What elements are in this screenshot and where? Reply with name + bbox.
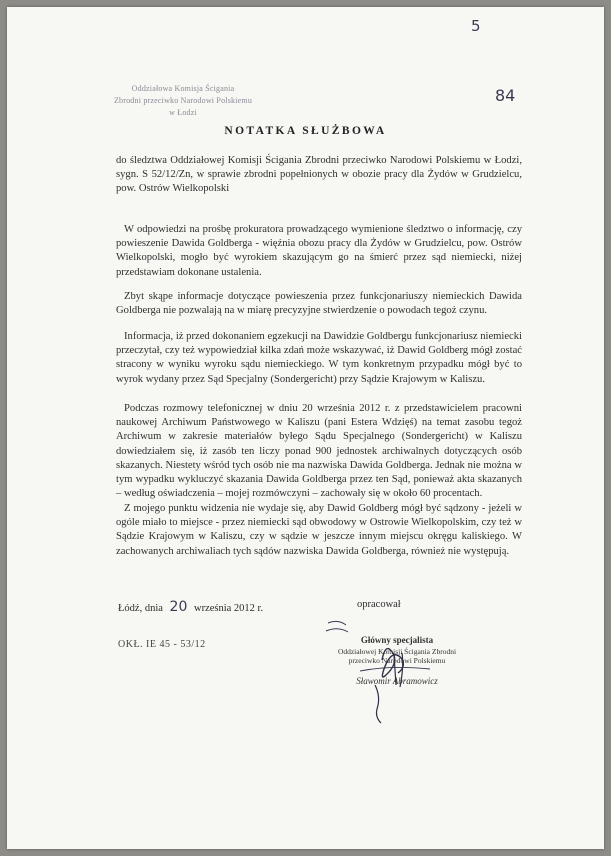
date-prefix: Łódź, dnia (118, 603, 163, 614)
paragraph-4: Podczas rozmowy telefonicznej w dniu 20 września 2012 r. z przedstawicielem pracowni naukowej Archiwum Państwowego w Kaliszu (pani Estera Wdzięś) na temat zasobu tegoż Archiwum w zakresie materiałów byłego Sądu Specjalnego (Sondergericht) w Kaliszu dowiedziałem się, iż zasób ten liczy ponad 900 jednostek archiwalnych dotyczących osób skazanych. Niestety wśród tych osób nie ma nazwiska Dawida Goldberga. Jednak nie można w tym wypadku wykluczyć skazania Dawida Goldberga przez ten Sąd, ponieważ akta skazanych – według oświadczenia – mojej rozmówczyni – zachowały się w około 60 procentach. (116, 403, 522, 500)
paragraph-1: W odpowiedzi na prośbę prokuratora prowadzącego wymienione śledztwo o informację, czy powieszenie Dawida Goldberga - więźnia obozu pracy dla Żydów w Grudzielcu, pow. Ostrów Wielkopolski, mogło być wyrokiem skazującym go na śmierć przez sąd niemiecki, niżej przedstawiam dokonane ustalenia. (116, 224, 522, 278)
reference-number: OKŁ. IE 45 - 53/12 (118, 639, 206, 650)
signature-org-line-1: Oddziałowej Komisji Ścigania Zbrodni (337, 647, 457, 656)
handwritten-signature (320, 615, 450, 725)
date-line (118, 599, 263, 615)
stamp-line-2: Zbrodni przeciwko Narodowi Polskiemu (113, 96, 253, 105)
corner-page-mark: 5 (471, 17, 481, 35)
signature-org-line-2: przeciwko Narodowi Polskiemu (348, 656, 446, 665)
page-number: 84 (495, 86, 516, 105)
signature-title: Główny specjalista (360, 635, 434, 645)
stamp-line-3: w Łodzi (169, 108, 197, 117)
signatory-name: Sławomir Abramowicz (356, 676, 438, 686)
date-suffix: września 2012 r. (193, 603, 264, 614)
paragraph-2: Zbyt skąpe informacje dotyczące powieszenia przez funkcjonariuszy niemieckich Dawida Goldberga nie pozwalają na w miarę precyzyjne stwierdzenie o powodach tegoż czynu. (116, 291, 522, 317)
prepared-by-label: opracował (357, 599, 401, 610)
document-title: NOTATKA SŁUŻBOWA (224, 125, 387, 137)
intro-paragraph: do śledztwa Oddziałowej Komisji Ścigania Zbrodni przeciwko Narodowi Polskiemu w Łodzi, sygn. S 52/12/Zn, w sprawie zbrodni popełnionych w obozie pracy dla Żydów w Grudzielcu, pow. Ostrów Wielkopolski (116, 155, 522, 195)
paragraph-3: Informacja, iż przed dokonaniem egzekucji na Dawidzie Goldbergu funkcjonariusz niemiecki przeczytał, czy też wypowiedział kilka zdań może wskazywać, iż Dawid Goldberg mógł zostać stracony w wyniku wyroku sądu niemieckiego. W tym konkretnym przypadku mógł być to wyrok wydany przez Sąd Specjalny (Sondergericht) przy Sądzie Krajowym w Kaliszu. (116, 331, 522, 385)
date-day-handwritten: 20 (169, 599, 188, 615)
paragraph-5: Z mojego punktu widzenia nie wydaje się, aby Dawid Goldberg mógł być sądzony - jeżeli w ogóle miało to miejsce - przez niemiecki sąd obwodowy w Ostrowie Wielkopolskim, czy też w Sądzie Krajowym w Kaliszu, czy w sądzie w jeszcze innym miejscu okręgu kaliskiego. W zachowanych archiwaliach tych sądów nazwiska Dawida Goldberga, również nie występują. (116, 503, 522, 557)
stamp-line-1: Oddziałowa Komisja Ścigania (131, 84, 235, 93)
